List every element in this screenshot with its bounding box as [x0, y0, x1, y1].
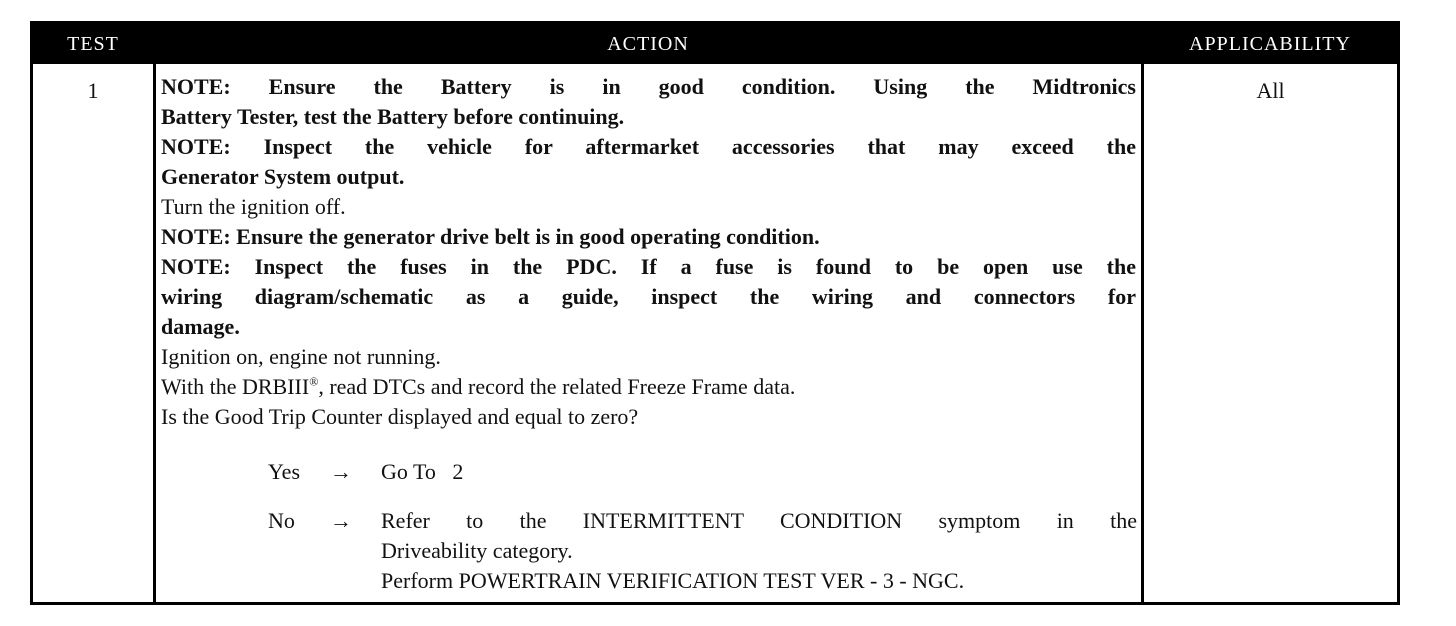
action-line: Ignition on, engine not running. — [161, 344, 441, 369]
no-result-line: Perform POWERTRAIN VERIFICATION TEST VER - 3 - NGC. — [381, 568, 965, 593]
action-line: Is the Good Trip Counter displayed and equal to zero? — [161, 404, 639, 429]
yes-label: Yes — [268, 459, 301, 484]
header-applicability: APPLICABILITY — [1189, 33, 1351, 55]
action-line: Turn the ignition off. — [161, 194, 346, 219]
action-text — [161, 72, 1136, 432]
drbiii-text-rest: , read DTCs and record the related Freeze Frame data. — [318, 374, 796, 399]
arrow-right-icon: → — [330, 508, 352, 533]
action-line: NOTE: Inspect the fuses in the PDC. If a fuse is found to be open use the — [161, 254, 1136, 279]
action-line: damage. — [161, 314, 240, 339]
no-result-line: Driveability category. — [381, 538, 573, 563]
no-result-line: Refer to the INTERMITTENT CONDITION symptom in the — [381, 508, 1137, 533]
action-line: NOTE: Inspect the vehicle for aftermarket accessories that may exceed the — [161, 134, 1136, 159]
action-line — [161, 372, 1136, 402]
yes-result: Go To 2 — [381, 459, 464, 484]
applicability-value: All — [1256, 78, 1285, 103]
column-divider — [153, 64, 156, 602]
header-action: ACTION — [607, 33, 689, 55]
no-label: No — [268, 508, 295, 533]
diagnostic-table — [30, 21, 1400, 605]
column-divider — [1141, 64, 1144, 602]
no-result — [381, 506, 1137, 596]
test-number: 1 — [87, 78, 99, 103]
drbiii-text: With the DRBIII — [161, 374, 310, 399]
header-test: TEST — [67, 33, 119, 55]
table-header-row — [33, 24, 1397, 64]
arrow-right-icon: → — [330, 459, 352, 484]
action-line: Battery Tester, test the Battery before continuing. — [161, 104, 625, 129]
registered-mark: ® — [309, 374, 319, 389]
action-line: Generator System output. — [161, 164, 405, 189]
action-line: wiring diagram/schematic as a guide, inspect the wiring and connectors for — [161, 284, 1136, 309]
action-line: NOTE: Ensure the Battery is in good condition. Using the Midtronics — [161, 74, 1136, 99]
action-line: NOTE: Ensure the generator drive belt is in good operating condition. — [161, 224, 820, 249]
